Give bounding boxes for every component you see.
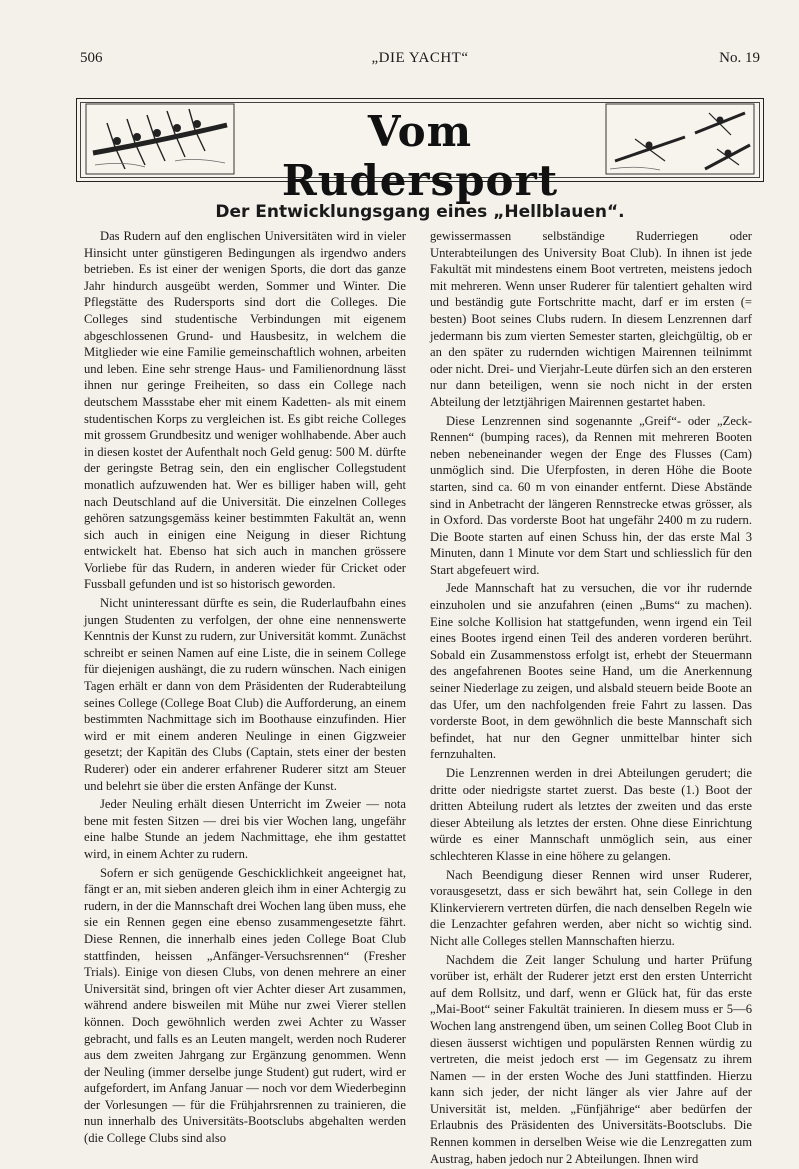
journal-title: „DIE YACHT“	[371, 50, 469, 66]
article-title: Der Entwicklungsgang eines „Hellblauen“.	[215, 202, 625, 222]
paragraph: Sofern er sich genügende Geschicklichkeit angeeignet hat, fängt er an, mit sieben anderen gleich ihm in einer Achtergig zu rudern, in der die Mannschaft drei Wochen lang üben muss, ehe sie ein Rennen gegen eine ebenso zusammengesetzte fährt. Diese Rennen, die innerhalb eines jeden College Boat Club stattfinden, heissen „Anfänger-Versuchsrennen“ (Fresher Trials). Einige von diesen Clubs, von denen mehrere an einer Universität sind, bringen oft vier Achter dieser Art zusammen, während andere bisweilen mit Mühe nur zwei Vierer stellen können. Doch gewöhnlich werden zwei Achter zu Wasser gebracht, und falls es an Leuten mangelt, werden noch Ruderer aus dem zweiten Jahrgang zur Ergänzung genommen. Wenn der Neuling (immer derselbe junge Student) gut rudert, wird er aufgefordert, im Anfang Januar — noch vor dem Wiederbeginn der Vorlesungen — für die Frühjahrsrennen zu trainieren, die nun innerhalb des Universitäts-Bootsclubs abgehalten werden (die College Clubs sind also	[84, 865, 406, 1146]
issue-number: No. 19	[719, 50, 760, 66]
left-column	[84, 228, 406, 1149]
paragraph: gewissermassen selbständige Ruderriegen oder Unterabteilungen des University Boat Club). In ihnen ist jede Fakultät mit mindestens einem Boot vertreten, meistens jedoch mit mehreren. Wenn unser Ruderer für talentiert gehalten wird und beständig gute Fortschritte macht, darf er im ersten (= besten) Boot seines Clubs rudern. In diesem Lenzrennen darf jedermann bis zum vierten Semester starten, gleichgültig, ob er an den später zu rudernden wichtigen Mairennen teilnimmt oder nicht. Drei- und Vierjahr-Leute dürfen sich an den ersteren nur dann beteiligen, wenn sie noch nicht in der ersten Abteilung der letztjährigen Mairennen gestartet haben.	[430, 229, 752, 409]
page-number: 506	[80, 50, 103, 66]
right-column	[430, 228, 752, 1169]
page-header	[80, 50, 760, 74]
paragraph: Jeder Neuling erhält diesen Unterricht im Zweier — nota bene mit festen Sitzen — drei bis vier Wochen lang, ungefähr eine halbe Stunde an jedem Nachmittage, ehe ihm gestattet wird, in einem Achter zu rudern.	[84, 797, 406, 861]
rowing-eight-icon	[85, 103, 235, 175]
paragraph: Jede Mannschaft hat zu versuchen, die vor ihr rudernde einzuholen und sie anzufahren (einen „Bums“ zu machen). Eine solche Kollision hat stattgefunden, wenn irgend ein Teil eines Bootes irgend einen Teil des anderen vorderen berührt. Sobald ein Zusammenstoss erfolgt ist, erhebt der Steuermann des angefahrenen Bootes seine Hand, um die Anerkennung seiner Niederlage zu zeigen, und alsbald steuern beide Boote an das Ufer, um den nachfolgenden freie Fahrt zu lassen. Das vorderste Boot, in dem gewöhnlich die beste Mannschaft sich befindet, hat nur den Gegner unmittelbar hinter sich fernzuhalten.	[430, 581, 752, 762]
paragraph: Das Rudern auf den englischen Universitäten wird in vieler Hinsicht unter günstigeren Bedingungen als irgendwo anders betrieben. Es ist einer der wenigen Sports, die dort das ganze Jahr hindurch ausgeübt werden, Sommer und Winter. Die Pflegstätte des Rudersports sind dort die Colleges. Die Colleges sind studentische Verbindungen mit eigenem abgeschlossenen Grund- und Hausbesitz, in welchem die Mitglieder wie eine Familie gemeinschaftlich wohnen, arbeiten und leben. Eine sehr strenge Haus- und Familienordnung lässt ihnen nur geringe Freiheiten, so dass ein College nach deutschem Massstabe eher mit einem Kadetten- als mit einem studentischen Korps zu vergleichen ist. Es gibt reiche Colleges mit grossem Grundbesitz und weniger wohlhabende. Aber auch in diesen kostet der Aufenthalt noch Geld genug: 500 M. dürfte der geringste Betrag sein, den ein englischer Collegstudent monatlich aufzuwenden hat. Wer es billiger haben will, geht nach Deutschland auf die Universität. Die einzelnen Colleges gehören satzungsgemäss keiner bestimmten Fakultät an, wenn sich auch in einigen eine Neigung in dieser Richtung entwickelt hat. Ebenso hat sich auch in manchen grössere Vorliebe für das Rudern, in anderen wieder für Cricket oder Fussball gefunden und ist so historisch geworden.	[84, 229, 406, 592]
paragraph: Diese Lenzrennen sind sogenannte „Greif“- oder „Zeck-Rennen“ (bumping races), da Rennen mit mehreren Booten neben nebeneinander wegen der Enge des Flusses (Cam) unmöglich sind. Die Uferpfosten, in deren Höhe die Boote starten, sind ca. 60 m von einander entfernt. Diese Abstände sind in Anbetracht der längeren Rennstrecke etwas grösser, als in Oxford. Das vorderste Boot hat ungefähr 2400 m zu rudern. Die Boote starten auf einen Schuss hin, der das erste Mal 3 Minuten, dann 1 Minute vor dem Start und schliesslich für den Start abgefeuert wird.	[430, 413, 752, 577]
paragraph: Die Lenzrennen werden in drei Abteilungen gerudert; die dritte oder niedrigste startet zuerst. Das beste (1.) Boot der dritten Abteilung rudert als letztes der zweiten und das erste dieser Abteilung als letztes der ersten. Ohne diese Einrichtung würde es einer Mannschaft unmöglich sein, aus einer schlechteren Klasse in eine höhere zu gelangen.	[430, 766, 752, 863]
sculling-boats-icon	[605, 103, 755, 175]
paragraph: Nach Beendigung dieser Rennen wird unser Ruderer, vorausgesetzt, dass er sich bewährt hat, sein College in den Klinkervierern vertreten dürfen, die nach denselben Regeln wie die Lenzachter gefahren werden, aber nicht so wichtig sind. Nicht alle Colleges stellen Mannschaften hierzu.	[430, 867, 752, 948]
paragraph: Nicht uninteressant dürfte es sein, die Ruderlaufbahn eines jungen Studenten zu verfolgen, der ohne eine nennenswerte Kenntnis der Kunst zu rudern, zur Universität kommt. Zunächst schreibt er seinen Namen auf eine Liste, die in seinem College für diejenigen aushängt, die zu rudern wünschen. Nach einigen Tagen erhält er dann von dem Präsidenten der Ruderabteilung seines College (College Boat Club) die Aufforderung, an einem bestimmten Nachmittage sich im Boothause einzufinden. Hier wird er mit einem anderen Neulinge in einen Gigzweier gesetzt; der Kapitän des Clubs (Captain, stets einer der besten Ruderer) oder ein anderer erfahrener Ruderer sitzt am Steuer und belehrt sie über die ersten Anfänge der Kunst.	[84, 596, 406, 793]
section-banner	[76, 98, 764, 205]
banner-title: Vom Rudersport	[281, 107, 559, 205]
paragraph: Nachdem die Zeit langer Schulung und harter Prüfung vorüber ist, erhält der Ruderer jetzt erst den ersten Unterricht auf dem Rollsitz, und darf, wenn er Glück hat, für das erste „Mai-Boot“ seiner Fakultät trainieren. In diesem muss er 5—6 Wochen lang anstrengend üben, um seinen Colleg Boot Club in diesen äusserst wichtigen und populärsten Rennen würdig zu vertreten, die meist jedoch erst — im Gegensatz zu ihrem Namen — in der ersten Woche des Juni stattfinden. Hierzu kann sich jeder, der nicht länger als vier Jahre auf der Universität ist, melden. „Fünfjährige“ aber bedürfen der Erlaubnis des Präsidenten des Universitäts-Bootsclubs. Die Rennen kommen in derselben Weise wie die Lenzregatten zum Austrag, haben jedoch nur 2 Abteilungen. Ihnen wird	[430, 952, 752, 1166]
